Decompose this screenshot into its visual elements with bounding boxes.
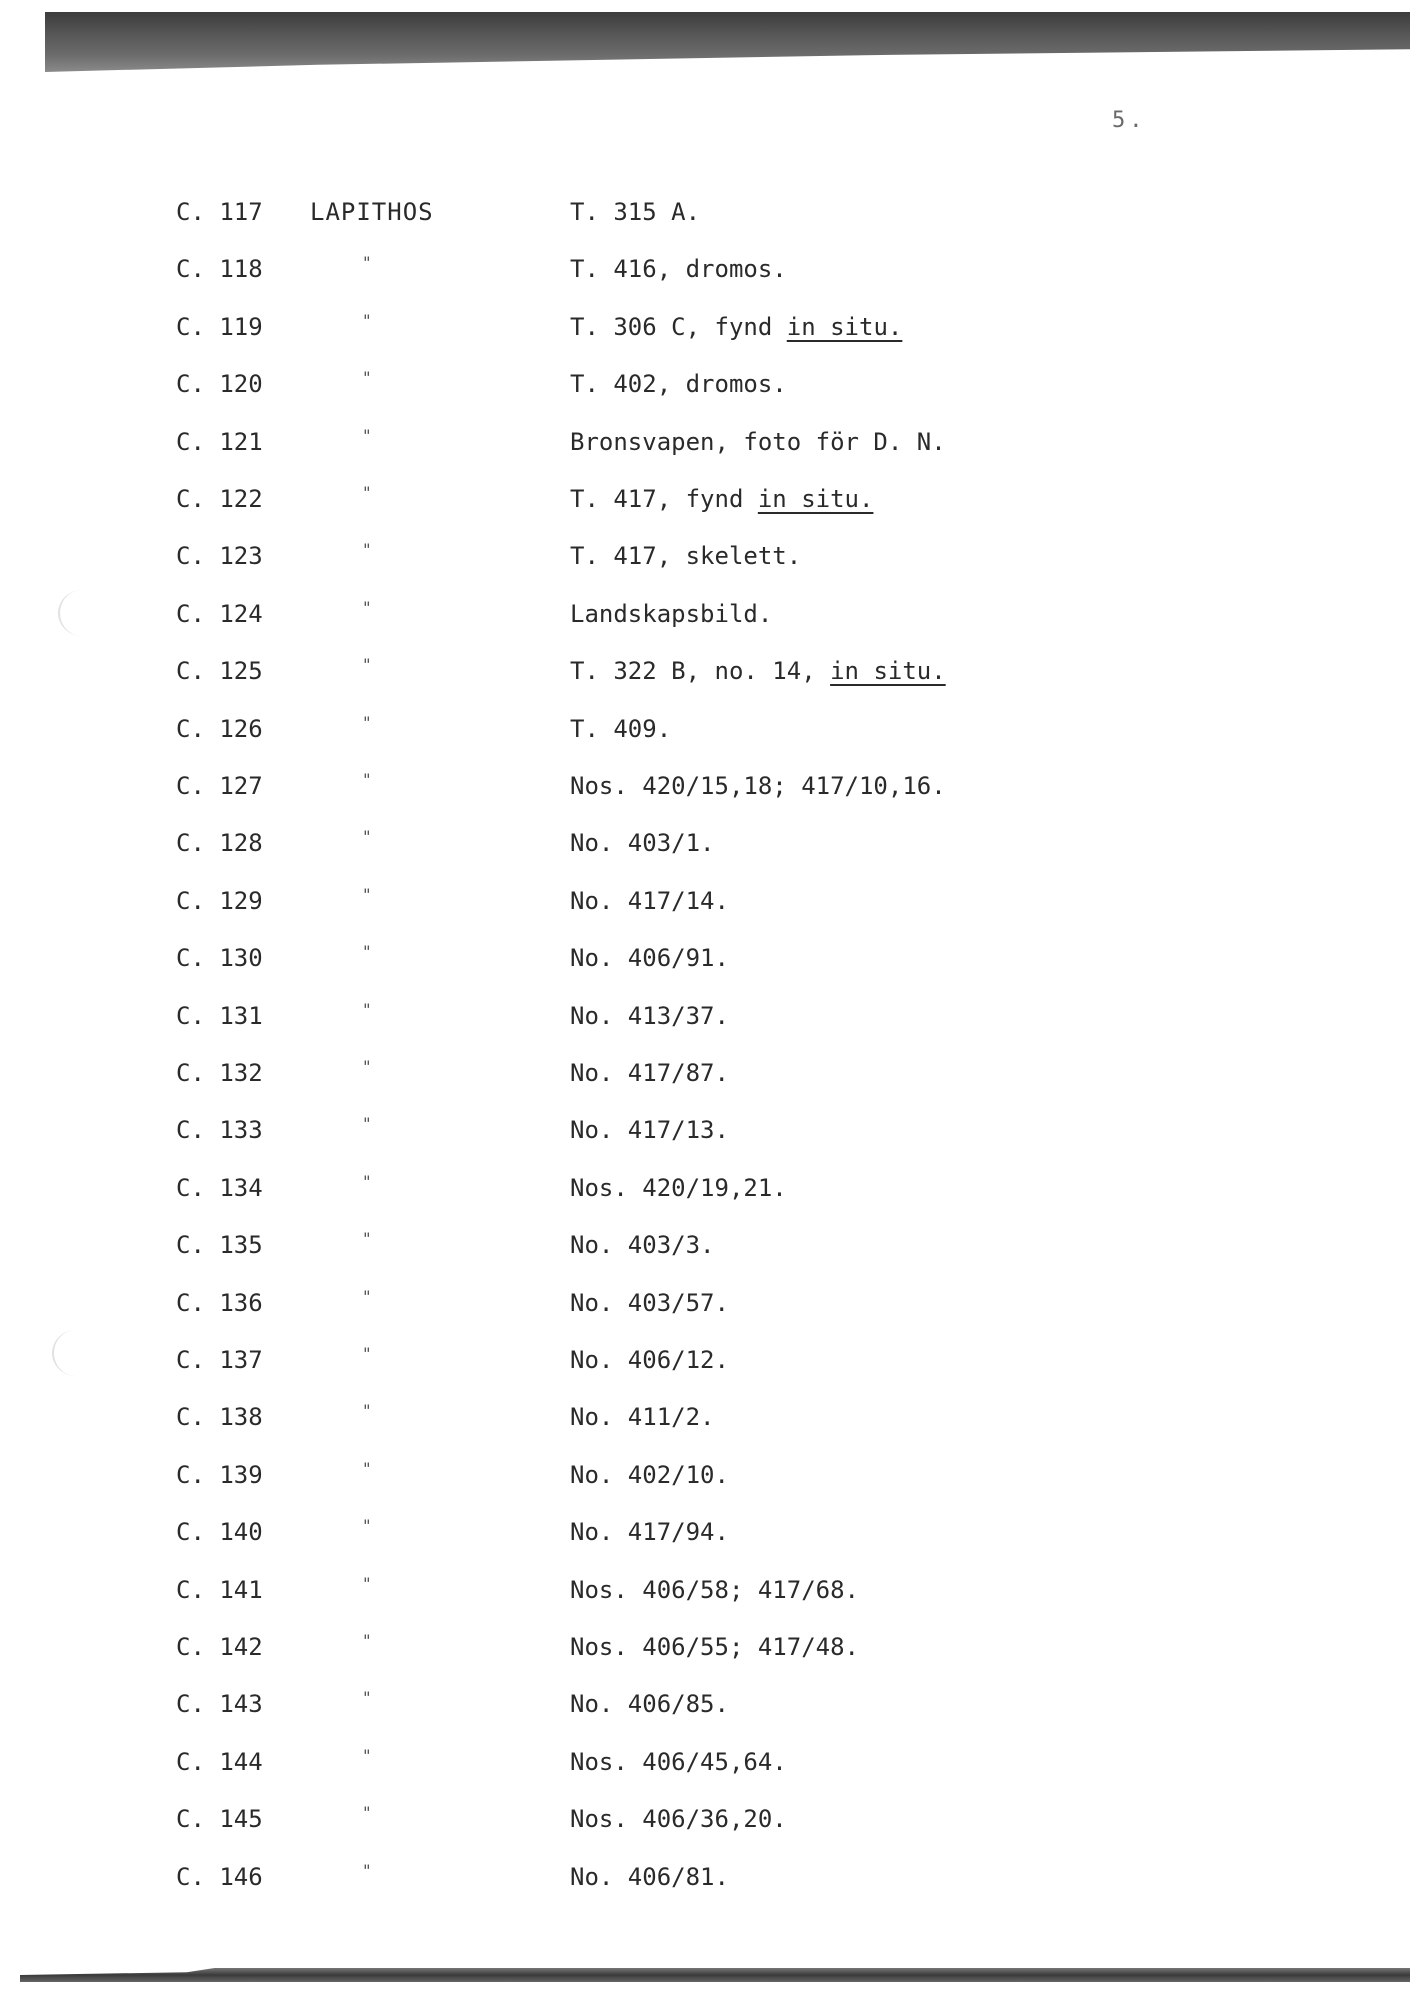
entry-description — [570, 1863, 729, 1891]
entry-description — [570, 1633, 859, 1661]
ditto-mark: " — [362, 368, 372, 387]
ditto-mark: " — [362, 713, 372, 732]
entry-description — [570, 198, 700, 226]
entry-description — [570, 829, 715, 857]
scan-top-edge — [45, 12, 1410, 72]
ditto-mark: " — [362, 598, 372, 617]
entry-description — [570, 313, 902, 341]
entry-description — [570, 944, 729, 972]
description-text: Nos. 406/45,64. — [570, 1748, 787, 1776]
catalog-number: C. 136 — [176, 1289, 263, 1317]
entry-description — [570, 1690, 729, 1718]
entry-description — [570, 1461, 729, 1489]
description-text: Nos. 406/36,20. — [570, 1805, 787, 1833]
entry-description — [570, 1748, 787, 1776]
underlined-note: in situ. — [830, 657, 946, 685]
ditto-mark: " — [362, 942, 372, 961]
description-text: No. 406/81. — [570, 1863, 729, 1891]
catalog-number: C. 117 — [176, 198, 263, 226]
catalog-number: C. 118 — [176, 255, 263, 283]
description-text: T. 402, dromos. — [570, 370, 787, 398]
ditto-mark: " — [362, 1057, 372, 1076]
catalog-number: C. 122 — [176, 485, 263, 513]
catalog-number: C. 143 — [176, 1690, 263, 1718]
description-text: No. 403/1. — [570, 829, 715, 857]
underlined-note: in situ. — [786, 313, 903, 341]
entry-description — [570, 657, 946, 685]
catalog-number: C. 133 — [176, 1116, 263, 1144]
ditto-mark: " — [362, 1803, 372, 1822]
ditto-mark: " — [362, 1861, 372, 1880]
ditto-mark: " — [362, 1114, 372, 1133]
description-text: T. 417, skelett. — [570, 542, 802, 570]
entry-description — [570, 485, 873, 513]
ditto-mark: " — [362, 1688, 372, 1707]
catalog-number: C. 125 — [176, 657, 263, 685]
entry-description — [570, 1576, 859, 1604]
catalog-number: C. 131 — [176, 1002, 263, 1030]
ditto-mark: " — [362, 1172, 372, 1191]
description-text: No. 417/14. — [570, 887, 729, 915]
description-text: Nos. 406/55; 417/48. — [570, 1633, 859, 1661]
underlined-note: in situ. — [757, 485, 874, 513]
ditto-mark: " — [362, 1401, 372, 1420]
description-text: No. 406/12. — [570, 1346, 729, 1374]
catalog-number: C. 138 — [176, 1403, 263, 1431]
ditto-mark: " — [362, 1287, 372, 1306]
description-text: T. 417, fynd — [570, 485, 758, 513]
catalog-number: C. 123 — [176, 542, 263, 570]
description-text: No. 403/3. — [570, 1231, 715, 1259]
entry-description — [570, 715, 671, 743]
description-text: No. 417/13. — [570, 1116, 729, 1144]
entry-description — [570, 1805, 787, 1833]
description-text: Nos. 406/58; 417/68. — [570, 1576, 859, 1604]
ditto-mark: " — [362, 311, 372, 330]
ditto-mark: " — [362, 1459, 372, 1478]
entry-description — [570, 542, 801, 570]
ditto-mark: " — [362, 1229, 372, 1248]
description-text: Landskapsbild. — [570, 600, 773, 628]
entry-description — [570, 1518, 729, 1546]
description-text: No. 403/57. — [570, 1289, 729, 1317]
entry-description — [570, 887, 729, 915]
entry-description — [570, 772, 946, 800]
catalog-number: C. 139 — [176, 1461, 263, 1489]
entry-description — [570, 1002, 729, 1030]
ditto-mark: " — [362, 1631, 372, 1650]
entry-description — [570, 1059, 729, 1087]
description-text: No. 406/91. — [570, 944, 729, 972]
catalog-number: C. 134 — [176, 1174, 263, 1202]
entry-description — [570, 1289, 729, 1317]
punch-hole-mark — [52, 1330, 100, 1376]
entry-description — [570, 600, 772, 628]
description-text: No. 406/85. — [570, 1690, 729, 1718]
ditto-mark: " — [362, 253, 372, 272]
description-text: No. 417/87. — [570, 1059, 729, 1087]
catalog-number: C. 127 — [176, 772, 263, 800]
ditto-mark: " — [362, 540, 372, 559]
entry-description — [570, 428, 946, 456]
catalog-number: C. 141 — [176, 1576, 263, 1604]
ditto-mark: " — [362, 1516, 372, 1535]
description-text: Nos. 420/19,21. — [570, 1174, 787, 1202]
catalog-number: C. 128 — [176, 829, 263, 857]
catalog-number: C. 146 — [176, 1863, 263, 1891]
catalog-number: C. 124 — [176, 600, 263, 628]
description-text: T. 416, dromos. — [570, 255, 787, 283]
ditto-mark: " — [362, 483, 372, 502]
ditto-mark: " — [362, 1574, 372, 1593]
catalog-number: C. 120 — [176, 370, 263, 398]
description-text: T. 409. — [570, 715, 672, 743]
ditto-mark: " — [362, 1746, 372, 1765]
description-text: Nos. 420/15,18; 417/10,16. — [570, 772, 946, 800]
description-text: T. 306 C, fynd — [570, 313, 787, 341]
ditto-mark: " — [362, 426, 372, 445]
catalog-number: C. 129 — [176, 887, 263, 915]
ditto-mark: " — [362, 885, 372, 904]
site-name: LAPITHOS — [310, 198, 434, 226]
description-text: Bronsvapen, foto för D. N. — [570, 428, 946, 456]
description-text: T. 322 B, no. 14, — [570, 657, 831, 685]
entry-description — [570, 1174, 787, 1202]
catalog-number: C. 144 — [176, 1748, 263, 1776]
catalog-number: C. 132 — [176, 1059, 263, 1087]
entry-description — [570, 370, 787, 398]
entry-description — [570, 1231, 715, 1259]
scan-bottom-edge — [20, 1968, 1410, 1982]
catalog-number: C. 119 — [176, 313, 263, 341]
description-text: T. 315 A. — [570, 198, 701, 226]
entry-description — [570, 255, 787, 283]
entry-description — [570, 1116, 729, 1144]
entry-description — [570, 1403, 715, 1431]
description-text: No. 417/94. — [570, 1518, 729, 1546]
punch-hole-mark — [58, 590, 106, 636]
page-number: 5. — [1112, 108, 1147, 133]
description-text: No. 402/10. — [570, 1461, 729, 1489]
catalog-number: C. 135 — [176, 1231, 263, 1259]
description-text: No. 413/37. — [570, 1002, 729, 1030]
catalog-number: C. 142 — [176, 1633, 263, 1661]
catalog-number: C. 121 — [176, 428, 263, 456]
entry-description — [570, 1346, 729, 1374]
ditto-mark: " — [362, 1000, 372, 1019]
description-text: No. 411/2. — [570, 1403, 715, 1431]
catalog-number: C. 145 — [176, 1805, 263, 1833]
ditto-mark: " — [362, 655, 372, 674]
catalog-number: C. 137 — [176, 1346, 263, 1374]
ditto-mark: " — [362, 827, 372, 846]
catalog-number: C. 140 — [176, 1518, 263, 1546]
catalog-number: C. 130 — [176, 944, 263, 972]
ditto-mark: " — [362, 770, 372, 789]
ditto-mark: " — [362, 1344, 372, 1363]
catalog-number: C. 126 — [176, 715, 263, 743]
